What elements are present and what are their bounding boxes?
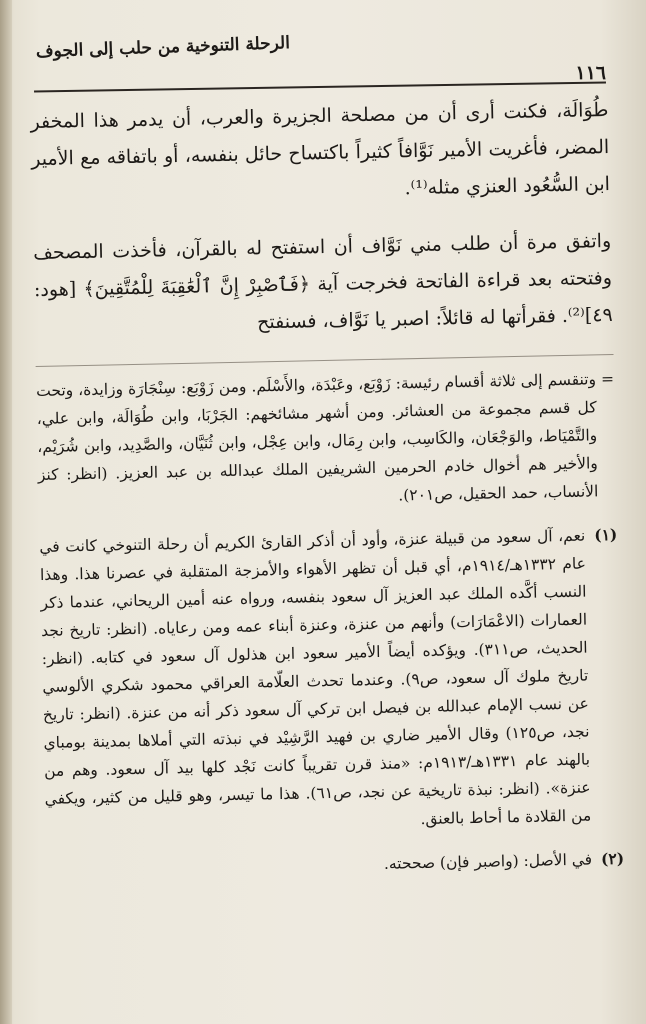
body-paragraph-1: طُوَالَة، فكنت أرى أن من مصلحة الجزيرة والعرب، أن يدمر هذا المخفر المضر، فأغريت الأمير نَوَّافاً كثيراً باكتساح حائل بنفسه، أو باتفاقه مع الأمير ابن السُّعُود العنزي مثله⁽¹⁾. xyxy=(30,98,611,200)
page-body xyxy=(30,92,625,901)
footnote-continuation xyxy=(36,365,617,517)
footnote-separator xyxy=(36,354,614,367)
book-spine-shadow xyxy=(0,0,12,1024)
footnote-2 xyxy=(46,845,624,885)
body-paragraph-2: واتفق مرة أن طلب مني نَوَّاف أن استفتح له بالقرآن، فأخذت المصحف وفتحته بعد قراءة الفاتحة فخرجت آية ﴿فَٱصْبِرْ إِنَّ ٱلْعَٰقِبَةَ لِلْمُتَّقِينَ﴾ [هود: ٤٩]⁽²⁾. فقرأتها له قائلاً: اصبر يا نَوَّاف، فسنفتح xyxy=(33,229,613,334)
footnote-1-text: نعم، آل سعود من قبيلة عنزة، وأود أن أذكر القارئ الكريم أن رحلة التنوخي كانت في عام ١٣٣٢هـ/١٩١٤م، أي قبل أن تظهر الأهواء والأمزجة المتقلبة في عصرنا هذا. وهذا النسب أكَّده الملك عبد العزيز آل سعود بنفسه، ورواه عنه أمين الريحاني، عندما ذكر العمارات (الاعْمَارَات) وأنهم من عنزة، وعنزة أبناء عمه ومن رعاياه. (انظر: تاريخ نجد الحديث، ص٣١١). ويؤكده أيضاً الأمير سعود ابن هذلول آل سعود في كتابه. (انظر: تاريخ ملوك آل سعود، ص٩). وعندما تحدث العلّامة العراقي محمود شكري الألوسي عن نسب الإمام عبدالله بن فيصل ابن تركي آل سعود ذكر أنه من عنزة. (انظر: تاريخ نجد، ص١٢٥) وقال الأمير ضاري بن فهيد الرَّشِيْد في نبذته التي أملاها بمدينة بومباي بالهند عام ١٣٣١هـ/١٩١٣م: «منذ قرن تقريباً كانت نَجْد كلها بيد آل سعود. وهم من عنزة». (انظر: نبذة تاريخية عن نجد، ص٦١). هذا ما تيسر، وهو قليل من كثير، ويكفي من القلادة ما أحاط بالعنق. xyxy=(39,526,592,829)
footnote-continuation-text: وتنقسم إلى ثلاثة أقسام رئيسة: زَوْبَع، وعَبْدَة، والأَسْلَم. ومن زَوْبَع: سِنْجَارَة وزايدة، وتحت كل قسم مجموعة من العشائر. ومن أشهر مشائخهم: الجَرْبَا، وابن طُوَالَة، وابن علي، والتَّمْيَاط، والوَجْعَان، والكَاسِب، وابن رِمَال، وابن عِجْل، وابن ثُنَيَّان، والصَّدِيد، وابن شُرَيْم، والأخير هم أخوال خادم الحرمين الشريفين الملك عبدالله بن عبد العزيز. (انظر: كنز الأنساب، حمد الحقيل، ص٢٠١). xyxy=(35,370,599,505)
footnote-2-number: (٢) xyxy=(600,848,625,869)
footnote-2-text: في الأصل: (واصبر فإن) صححته. xyxy=(383,850,593,873)
running-title: الرحلة التنوخية من حلب إلى الجوف xyxy=(35,33,291,62)
continuation-marker: = xyxy=(600,369,615,389)
page-number: ١١٦ xyxy=(575,62,606,84)
footnote-1-number: (١) xyxy=(594,524,618,545)
footnote-1 xyxy=(39,521,623,841)
page-header xyxy=(35,33,606,86)
